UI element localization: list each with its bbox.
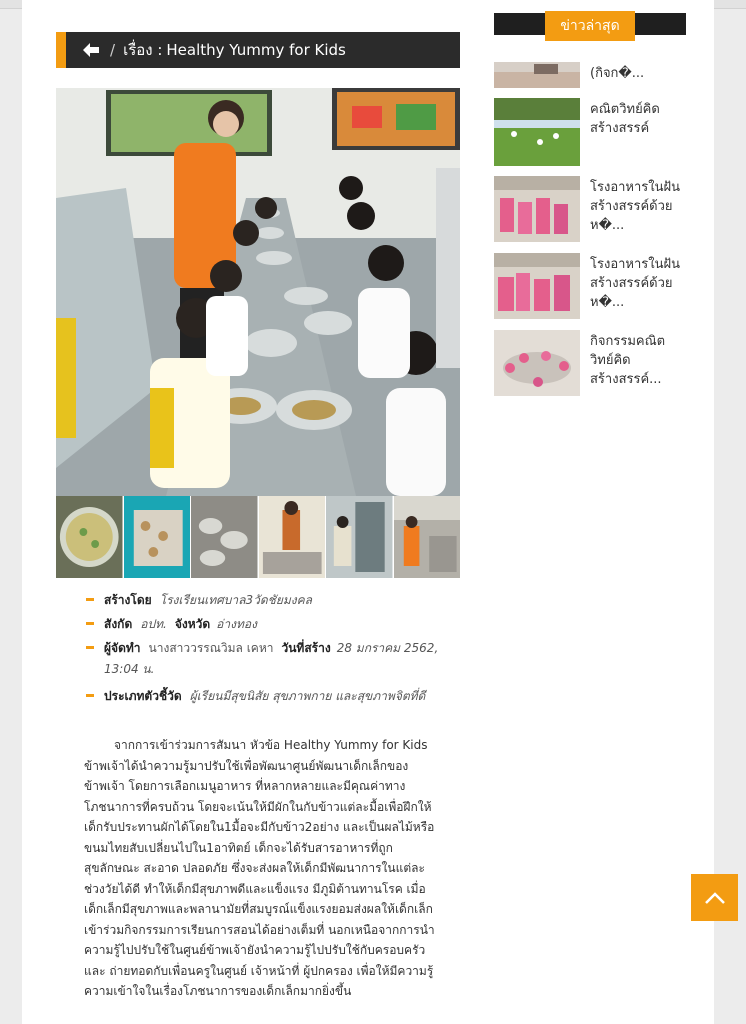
main-photo[interactable]	[56, 88, 460, 496]
sidebar-news-item[interactable]	[494, 98, 686, 166]
created-by-value: โรงเรียนเทศบาล3วัดชัยมงคล	[159, 593, 313, 607]
news-title: คณิตวิทย์คิดสร้างสรรค์	[590, 102, 660, 136]
meta-affiliation	[86, 614, 456, 635]
meta-indicator	[86, 686, 456, 707]
back-to-top-button[interactable]	[691, 874, 738, 921]
meta-manager	[86, 638, 456, 680]
thumbnail-3[interactable]	[191, 496, 259, 578]
sidebar-news-item[interactable]	[494, 62, 686, 88]
article-meta	[86, 590, 456, 710]
breadcrumb-separator: /	[110, 41, 116, 59]
thumbnail-5[interactable]	[326, 496, 394, 578]
news-thumbnail	[494, 253, 580, 319]
sidebar-heading: ข่าวล่าสุด	[545, 11, 635, 41]
thumbnail-4[interactable]	[259, 496, 327, 578]
manager-label: ผู้จัดทำ	[104, 641, 141, 655]
thumbnail-2[interactable]	[124, 496, 192, 578]
created-date-value: 28 มกราคม 2562, 13:04 น.	[104, 641, 439, 676]
created-by-label: สร้างโดย	[104, 593, 152, 607]
article-body	[84, 735, 444, 1002]
breadcrumb-prefix: เรื่อง :	[123, 41, 163, 59]
province-label: จังหวัด	[174, 617, 211, 631]
affiliation-label: สังกัด	[104, 617, 133, 631]
province-value: อ่างทอง	[216, 617, 257, 631]
created-date-label: วันที่สร้าง	[281, 641, 331, 655]
thumbnail-6[interactable]	[394, 496, 461, 578]
indicator-label: ประเภทตัวชี้วัด	[104, 689, 182, 703]
news-thumbnail	[494, 98, 580, 166]
affiliation-value: อปท.	[140, 617, 167, 631]
chevron-up-icon	[704, 891, 726, 905]
news-thumbnail	[494, 176, 580, 242]
news-title: โรงอาหารในฝันสร้างสรรค์ด้วยห�...	[590, 180, 681, 233]
news-thumbnail	[494, 330, 580, 396]
manager-value: นางสาววรรณวิมล เคหา	[148, 641, 274, 655]
breadcrumb	[56, 32, 460, 68]
sidebar-news-item[interactable]	[494, 330, 686, 396]
page-title: Healthy Yummy for Kids	[166, 41, 346, 59]
meta-created-by	[86, 590, 456, 611]
article-paragraph: จากการเข้าร่วมการสัมนา หัวข้อ Healthy Yummy for Kids ข้าพเจ้าได้นำความรู้มาปรับใช้เพื่อพัฒนาศูนย์พัฒนาเด็กเล็กของข้าพเจ้า โดยการเลือกเมนูอาหาร ที่หลากหลายและมีคุณค่าทางโภชนาการที่ครบถ้วน โดยจะเน้นให้มีผักในกับข้าวแต่ละมื้อเพื่อฝึกให้เด็กรับประทานผักได้โดยใน1มื้อจะมีกับข้าว2อย่าง และเป็นผลไม้หรือขนมไทยสับเปลี่ยนไปใน1อาทิตย์ เด็กจะได้รับสารอาหารที่ถูกสุขลักษณะ สะอาด ปลอดภัย ซึ่งจะส่งผลให้เด็กมีพัฒนาการในแต่ละช่วงวัยได้ดี ทำให้เด็กมีสุขภาพดีและแข็งแรง มีภูมิต้านทานโรค เมื่อเด็กเล็กมีสุขภาพและพลานามัยที่สมบูรณ์แข็งแรงยอมส่งผลให้เด็กเล็กเข้าร่วมกิจกรรมการเรียนการสอนได้อย่างเต็มที่ นอกเหนือจากการนำความรู้ไปปรับใช้ในศูนย์ข้าพเจ้ายังนำความรู้ไปปรับใช้กับครอบครัว และ ถ่ายทอดกับเพื่อนครูในศูนย์ เจ้าหน้าที่ ผู้ปกครอง เพื่อให้มีความรู้ความเข้าใจในเรื่องโภชนาการของเด็กเล็กมากยิ่งขึ้น	[84, 738, 435, 998]
sidebar-news-item[interactable]	[494, 253, 686, 319]
news-title: กิจกรรมคณิตวิทย์คิดสร้างสรรค์...	[590, 334, 666, 387]
arrow-left-icon[interactable]	[80, 39, 102, 61]
indicator-value: ผู้เรียนมีสุขนิสัย สุขภาพกาย และสุขภาพจิตที่ดี	[189, 689, 426, 703]
sidebar-news-item[interactable]	[494, 176, 686, 242]
news-title: (กิจก�...	[590, 66, 645, 81]
news-thumbnail	[494, 62, 580, 88]
news-title: โรงอาหารในฝันสร้างสรรค์ด้วยห�...	[590, 257, 681, 310]
thumbnail-1[interactable]	[56, 496, 124, 578]
photo-thumbnails	[56, 496, 460, 578]
